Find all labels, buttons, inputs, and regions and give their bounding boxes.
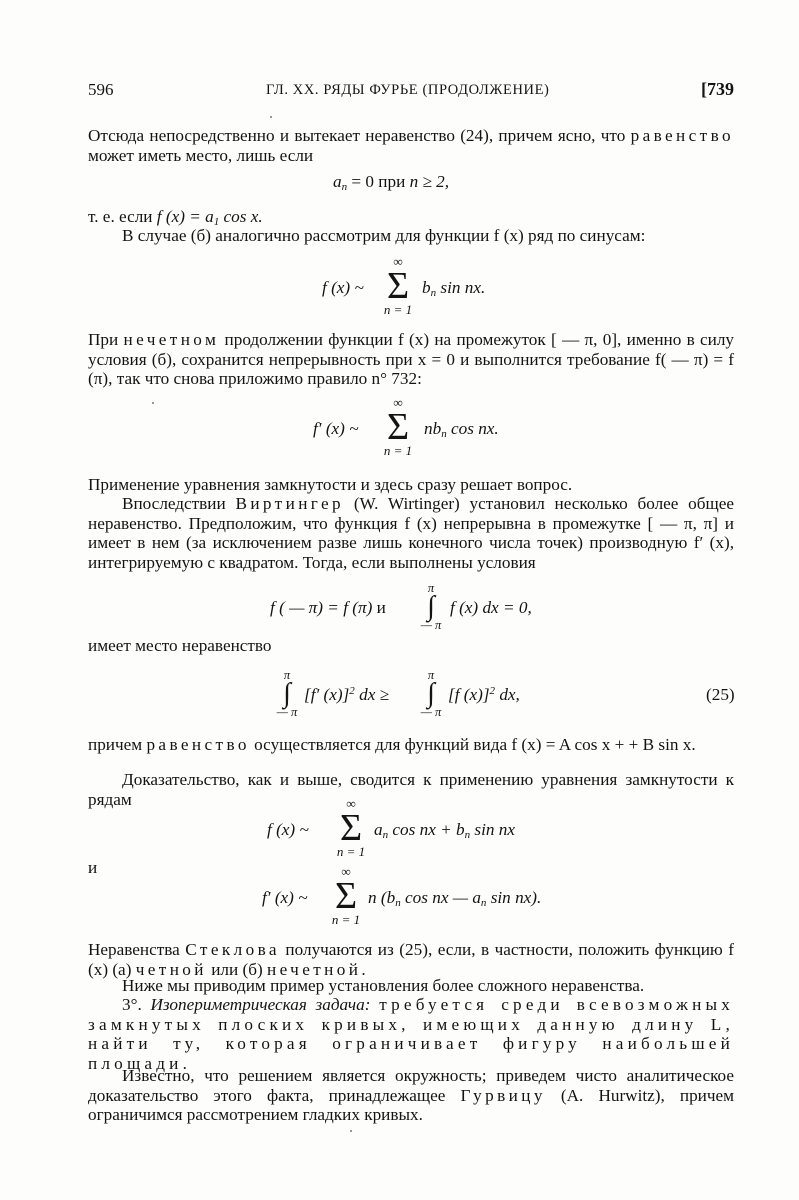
page-number: 596: [88, 80, 114, 99]
paragraph-5: Применение уравнения замкнутости и здесь сразу решает вопрос.: [88, 475, 573, 494]
eq-cos-nb: nb: [424, 419, 442, 438]
p6-pre: Впоследствии: [122, 494, 226, 513]
ineq-left-tail: dx ≥: [354, 685, 390, 704]
p4-spaced: нечетном: [123, 330, 220, 349]
eq-an-lhs: a: [333, 172, 342, 191]
integral-symbol: [418, 582, 444, 632]
series1-terms: [374, 820, 515, 840]
scan-speck: [152, 402, 154, 404]
sum-bottom: n = 1: [383, 443, 413, 458]
paragraph-11: Ниже мы приводим пример установления более сложного неравенства.: [122, 976, 645, 995]
integral-symbol: [274, 669, 300, 719]
ineq-right-body: [f (x)]: [448, 685, 490, 704]
scan-speck: [270, 116, 272, 118]
p1-text: Отсюда непосредственно и вытекает неравенство (24), причем ясно, что: [88, 126, 626, 145]
paragraph-2: [88, 207, 734, 227]
p13-spaced: Гурвицу: [460, 1085, 546, 1105]
eq-cos-lhs: f′ (x) ~: [313, 419, 359, 438]
equation-conditions: [270, 598, 386, 618]
series1-sub-b: n: [464, 829, 471, 841]
p10-spaced-2: четной: [135, 959, 207, 979]
sum-symbol: [333, 797, 369, 859]
sum-top: ∞: [393, 254, 403, 269]
int-bottom: — π: [276, 705, 298, 719]
page-header: [88, 80, 734, 102]
paragraph-10: [88, 940, 734, 979]
ineq-left-sup: 2: [349, 685, 355, 697]
sum-top: ∞: [346, 796, 356, 811]
series2-tail: sin nx).: [486, 888, 542, 907]
ineq-right-tail: dx,: [495, 685, 520, 704]
eq-an-sub: n: [341, 181, 348, 193]
running-title: ГЛ. XX. РЯДЫ ФУРЬЕ (ПРОДОЛЖЕНИЕ): [266, 82, 550, 98]
eq-sin-lhs: f (x) ~: [322, 278, 364, 297]
sigma-glyph: Σ: [386, 265, 410, 307]
ineq-left: [304, 685, 389, 705]
equation-an-zero: [333, 172, 449, 192]
series1-mid: cos nx +: [388, 820, 457, 839]
p2-formula: f (x) = a: [156, 207, 214, 226]
series2-sub-b: n: [395, 897, 401, 909]
cond-and: и: [376, 598, 386, 617]
eq-sin-sub: n: [430, 287, 437, 299]
equation-fourier-series: [267, 820, 309, 840]
sum-bottom: n = 1: [331, 912, 361, 927]
sum-symbol: [380, 255, 416, 317]
sigma-glyph: Σ: [339, 807, 363, 849]
integral-glyph: ∫: [427, 678, 435, 709]
eq-cos-sub: n: [441, 428, 447, 440]
p12-title: Изопериметрическая задача:: [150, 995, 371, 1014]
p2-tail: cos x.: [219, 207, 263, 226]
p6-rest: (W. Wirtinger) установил несколько более общее неравенство. Предположим, что функция f (x) непрерывна в промежутке [ — π, π] и имеет в нем (за исключением разве лишь конечного числа точек) производную f′ (x), интегрируемую с квадратом. Тогда, если выполнены условия: [88, 494, 735, 572]
series2-pre: n (b: [368, 888, 396, 907]
int-top: π: [427, 581, 435, 595]
series1-a: a: [374, 820, 383, 839]
paragraph-9: Доказательство, как и выше, сводится к применению уравнения замкнутости к рядам: [88, 770, 734, 809]
series1-tail: sin nx: [470, 820, 515, 839]
paragraph-4: [88, 330, 734, 389]
eq-sin-b: b: [422, 278, 431, 297]
ineq-left-body: [f′ (x)]: [304, 685, 350, 704]
p8-pre: причем: [88, 735, 143, 754]
eq-sin-tail: sin nx.: [436, 278, 486, 297]
p2-sub: 1: [213, 216, 220, 228]
p13-rest: (A. Hurwitz), причем ограничимся рассмотрением гладких кривых.: [88, 1085, 735, 1125]
cond-part2: f (x) dx = 0,: [450, 598, 532, 617]
p2-text: т. е. если: [88, 207, 153, 226]
series2-mid: cos nx — a: [400, 888, 481, 907]
paragraph-8: [88, 735, 734, 755]
conjunction: и: [88, 858, 98, 877]
series1-sub-a: n: [382, 829, 389, 841]
p10-pre: Неравенства: [88, 940, 180, 959]
series1-b: b: [456, 820, 465, 839]
int-bottom: — π: [420, 618, 442, 632]
paragraph-1: [88, 126, 734, 165]
paragraph-12: [88, 995, 734, 1073]
p10-spaced-1: Стеклова: [185, 940, 280, 959]
series2-sub-a: n: [480, 897, 487, 909]
equation-sine-series: [322, 278, 364, 298]
eq-sin-term: [422, 278, 485, 298]
cond-part1: f ( — π) = f (π): [270, 598, 373, 617]
p8-spaced: равенство: [146, 735, 250, 754]
p10-spaced-3: нечетной.: [266, 959, 370, 979]
series1-lhs: f (x) ~: [267, 820, 309, 839]
p10-mid: получаются из (25), если, в частности, положить функцию f (x) (а): [88, 940, 734, 979]
integral-glyph: ∫: [427, 591, 435, 622]
equation-number: (25): [706, 685, 735, 704]
paragraph-13: [88, 1066, 734, 1125]
int-top: π: [427, 668, 435, 682]
p6-spaced: Виртингер: [235, 494, 345, 513]
sigma-glyph: Σ: [334, 875, 358, 917]
sum-symbol: [328, 865, 364, 927]
paragraph-3: В случае (б) аналогично рассмотрим для функции f (x) ряд по синусам:: [122, 226, 646, 245]
sum-symbol: [380, 396, 416, 458]
paragraph-7: имеет место неравенство: [88, 636, 272, 655]
integral-symbol: [418, 669, 444, 719]
sum-top: ∞: [341, 864, 351, 879]
sum-top: ∞: [393, 395, 403, 410]
equation-cosine-series: [313, 419, 359, 439]
p1-spaced-word: равенство: [630, 126, 734, 145]
sum-bottom: n = 1: [383, 302, 413, 317]
eq-an-mid: = 0 при: [347, 172, 410, 191]
sum-bottom: n = 1: [336, 844, 366, 859]
p4-rest: продолжении функции f (x) на промежуток [ — π, 0], именно в силу условия (б), сохранится непрерывность при x = 0 и выполнится требование f( — π) = f (π), так что снова приложимо правило n° 732:: [88, 330, 735, 389]
scan-speck: [350, 1130, 352, 1132]
series2-lhs: f′ (x) ~: [262, 888, 308, 907]
p12-spaced: требуется среди всевозможных замкнутых плоских кривых, имеющих данную длину L, найти ту, которая ограничивает фигуру наибольшей площади.: [88, 995, 735, 1073]
p1-rest: может иметь место, лишь если: [88, 145, 314, 165]
equation-derivative-series: [262, 888, 308, 908]
ineq-right: [448, 685, 520, 705]
p4-pre: При: [88, 330, 119, 349]
eq-an-rhs: n ≥ 2,: [409, 172, 450, 191]
eq-cos-tail: cos nx.: [446, 419, 499, 438]
ineq-right-sup: 2: [489, 685, 496, 697]
int-bottom: — π: [420, 705, 442, 719]
integral-glyph: ∫: [283, 678, 291, 709]
eq-cos-term: [424, 419, 499, 439]
p12-number: 3°.: [122, 995, 142, 1014]
sigma-glyph: Σ: [386, 406, 410, 448]
section-number: [739: [701, 79, 734, 99]
p10-mid-2: или (б): [211, 959, 263, 979]
series2-terms: [368, 888, 541, 908]
paragraph-6: [88, 494, 734, 572]
int-top: π: [283, 668, 291, 682]
p8-rest: осуществляется для функций вида f (x) = A cos x + + B sin x.: [254, 735, 696, 754]
p13-text: Известно, что решением является окружность; приведем чисто аналитическое доказательство этого факта, принадлежащее: [88, 1066, 734, 1105]
